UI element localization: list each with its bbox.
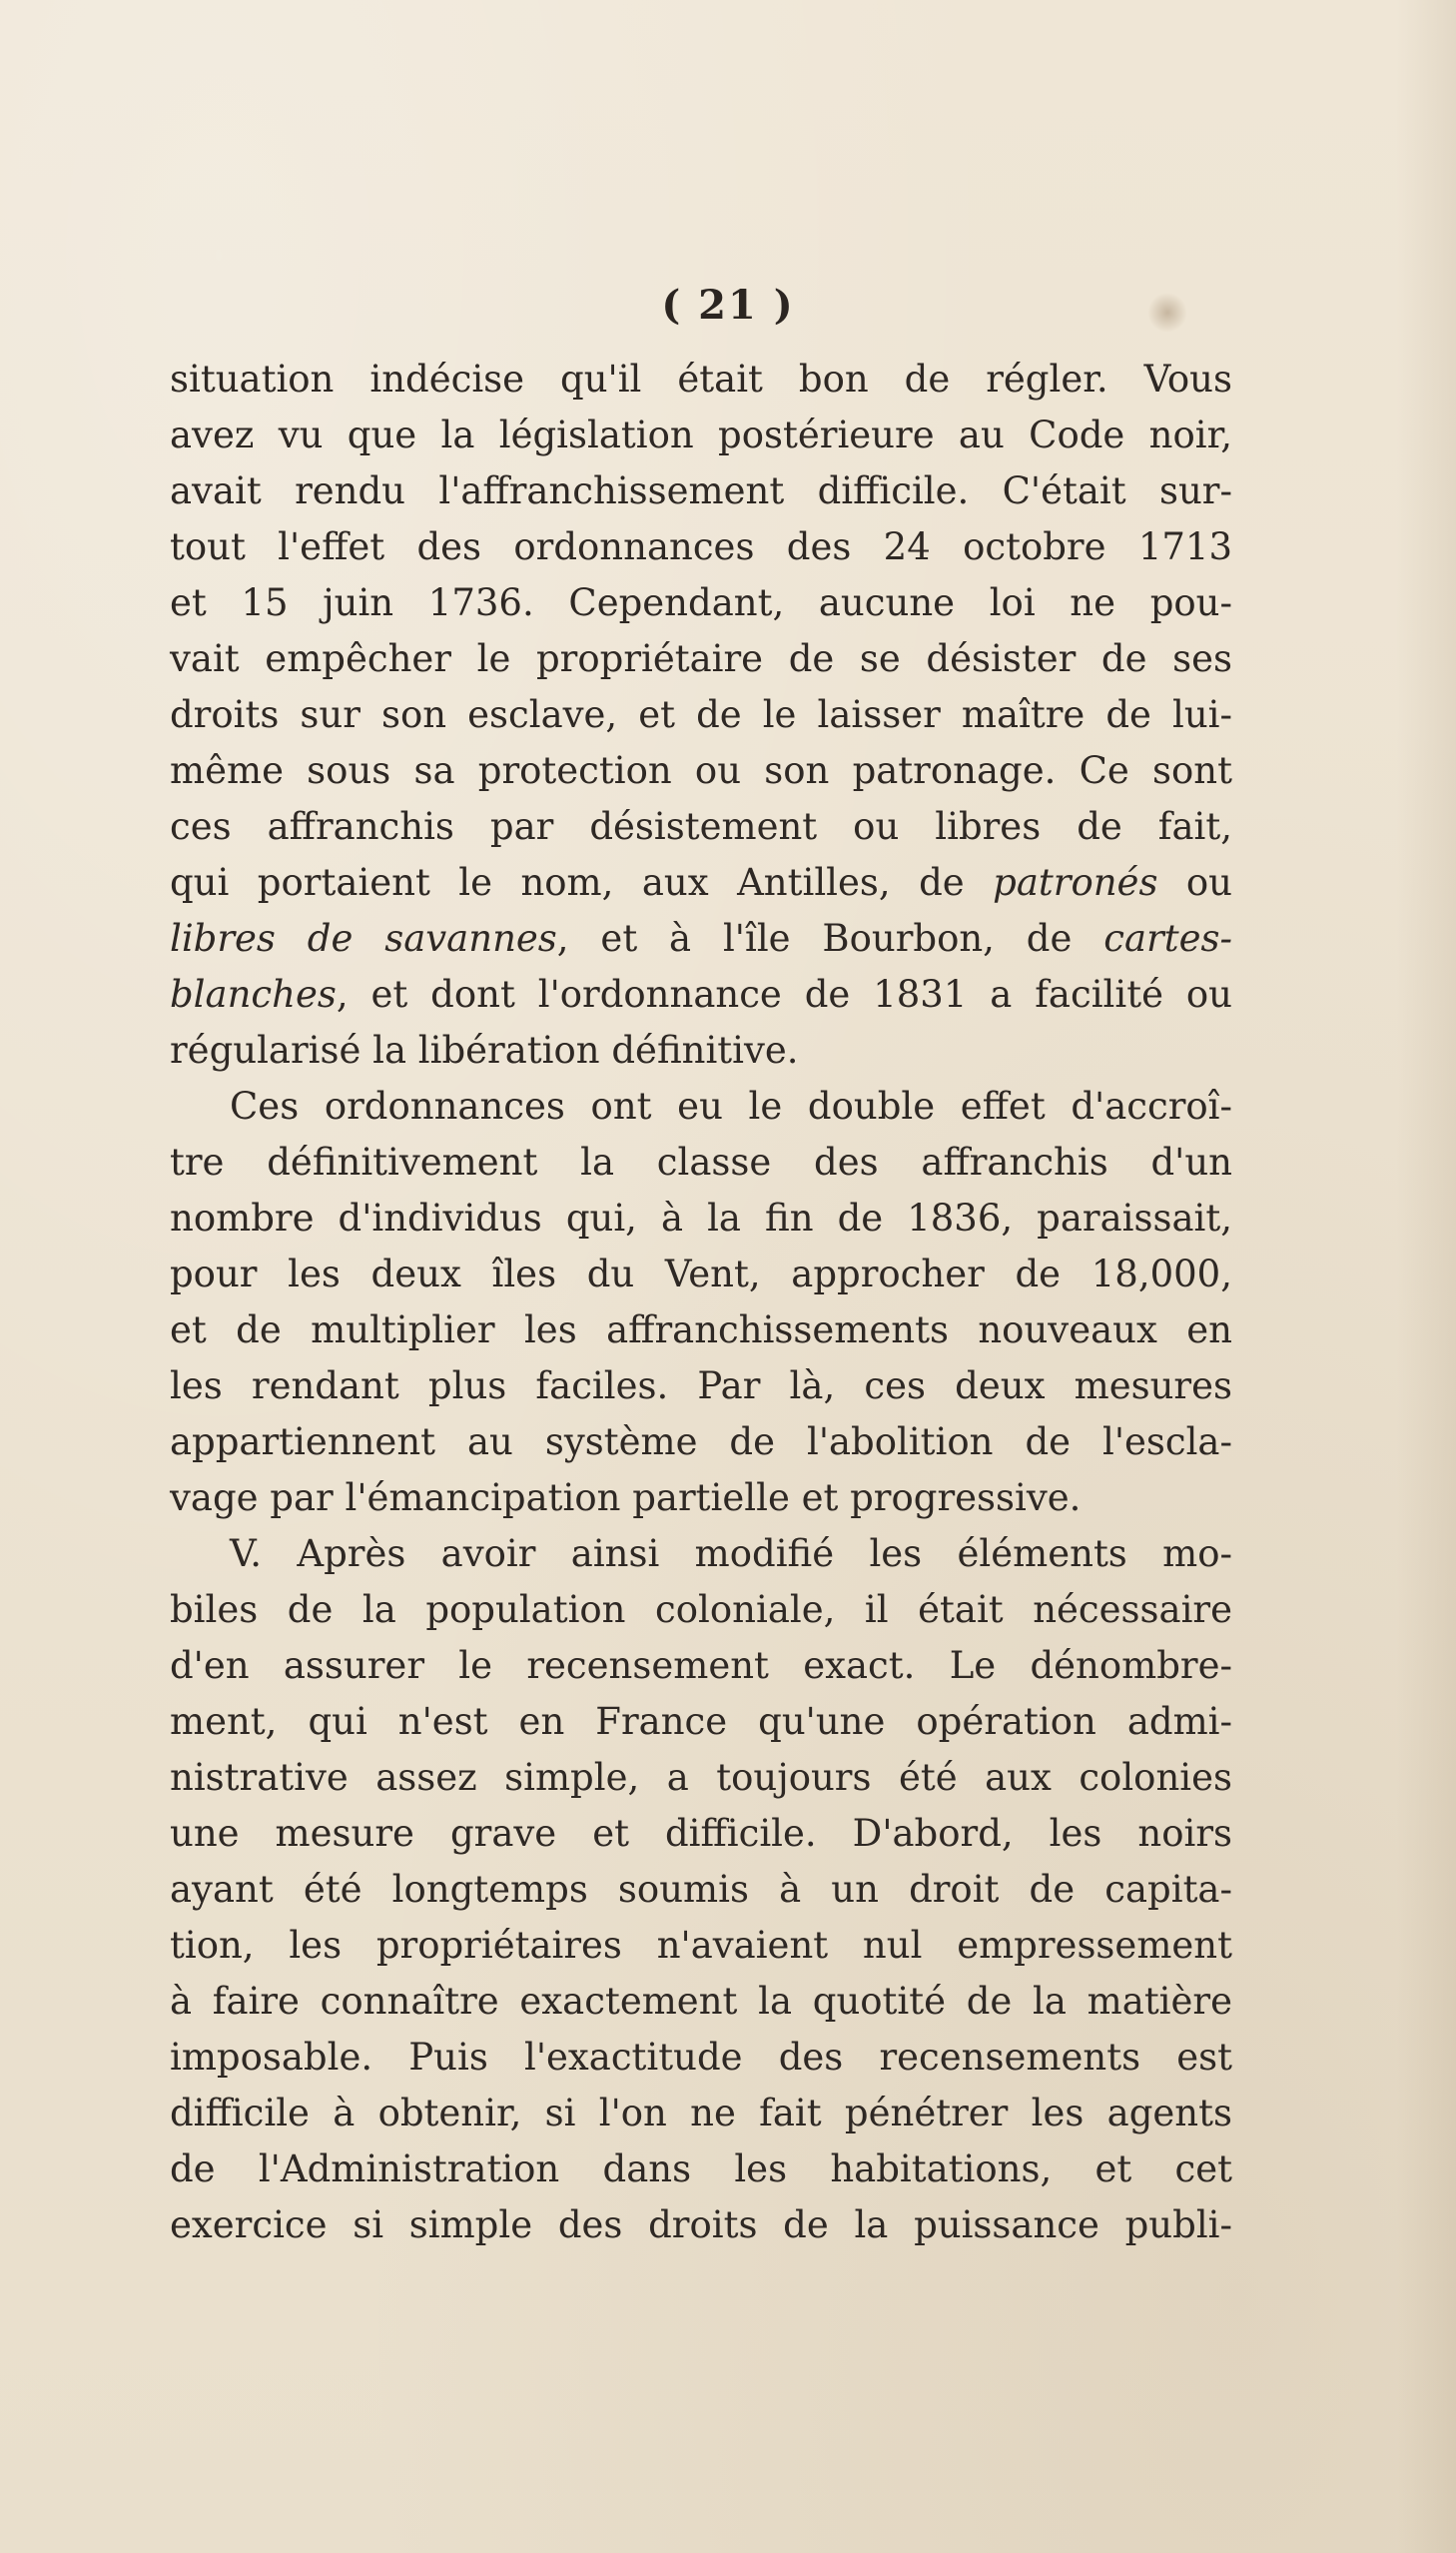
text-line: vage par l'émancipation partielle et progressive. — [170, 1476, 1082, 1519]
text-line: tion, les propriétaires n'avaient nul empressement — [170, 1924, 1232, 1967]
text-line: tre définitivement la classe des affranchis d'un — [170, 1141, 1232, 1184]
text-line: exercice si simple des droits de la puissance publi- — [170, 2203, 1232, 2246]
text-line: nistrative assez simple, a toujours été aux colonies — [170, 1756, 1232, 1799]
text-line: ayant été longtemps soumis à un droit de capita- — [170, 1868, 1232, 1911]
text-line: Ces ordonnances ont eu le double effet d'accroî- — [230, 1085, 1232, 1128]
text-line: régularisé la libération définitive. — [170, 1029, 799, 1072]
text-line: difficile à obtenir, si l'on ne fait pénétrer les agents — [170, 2092, 1232, 2134]
page-number: ( 21 ) — [661, 282, 795, 329]
text-line: imposable. Puis l'exactitude des recensements est — [170, 2036, 1232, 2079]
text-line: ces affranchis par désistement ou libres de fait, — [170, 805, 1232, 848]
text-line: tout l'effet des ordonnances des 24 octobre 1713 — [170, 525, 1232, 568]
text-line: libres de savannes, et à l'île Bourbon, de cartes- — [170, 917, 1232, 960]
text-line: blanches, et dont l'ordonnance de 1831 a facilité ou — [170, 973, 1232, 1016]
text-line: nombre d'individus qui, à la fin de 1836, paraissait, — [170, 1197, 1232, 1240]
text-line: qui portaient le nom, aux Antilles, de patronés ou — [170, 861, 1232, 904]
text-line: appartiennent au système de l'abolition de l'escla- — [170, 1420, 1232, 1463]
italic-term: blanches — [170, 973, 337, 1016]
text-line: ment, qui n'est en France qu'une opération admi- — [170, 1700, 1232, 1743]
text-line: situation indécise qu'il était bon de régler. Vous — [170, 358, 1232, 401]
text-line: V. Après avoir ainsi modifié les éléments mo- — [230, 1532, 1232, 1575]
text-line: à faire connaître exactement la quotité de la matière — [170, 1980, 1232, 2023]
text-line: pour les deux îles du Vent, approcher de 18,000, — [170, 1253, 1232, 1295]
text-line: biles de la population coloniale, il était nécessaire — [170, 1588, 1232, 1631]
text-line: vait empêcher le propriétaire de se désister de ses — [170, 637, 1232, 680]
text-line: avait rendu l'affranchissement difficile. C'était sur- — [170, 469, 1232, 512]
body-text — [170, 352, 1232, 2253]
text-line: même sous sa protection ou son patronage. Ce sont — [170, 749, 1232, 792]
italic-term: libres de savannes — [170, 917, 557, 960]
text-line: avez vu que la législation postérieure au Code noir, — [170, 414, 1232, 456]
text-line: d'en assurer le recensement exact. Le dénombre- — [170, 1644, 1232, 1687]
text-line: une mesure grave et difficile. D'abord, les noirs — [170, 1812, 1232, 1855]
text-line: et 15 juin 1736. Cependant, aucune loi ne pou- — [170, 581, 1232, 624]
text-line: de l'Administration dans les habitations, et cet — [170, 2147, 1232, 2190]
page-edge-shadow — [1396, 0, 1456, 2553]
italic-term: cartes- — [1103, 917, 1232, 960]
text-line: les rendant plus faciles. Par là, ces deux mesures — [170, 1364, 1232, 1407]
text-line: et de multiplier les affranchissements nouveaux en — [170, 1308, 1232, 1351]
text-line: droits sur son esclave, et de le laisser maître de lui- — [170, 693, 1232, 736]
italic-term: patronés — [993, 861, 1158, 904]
